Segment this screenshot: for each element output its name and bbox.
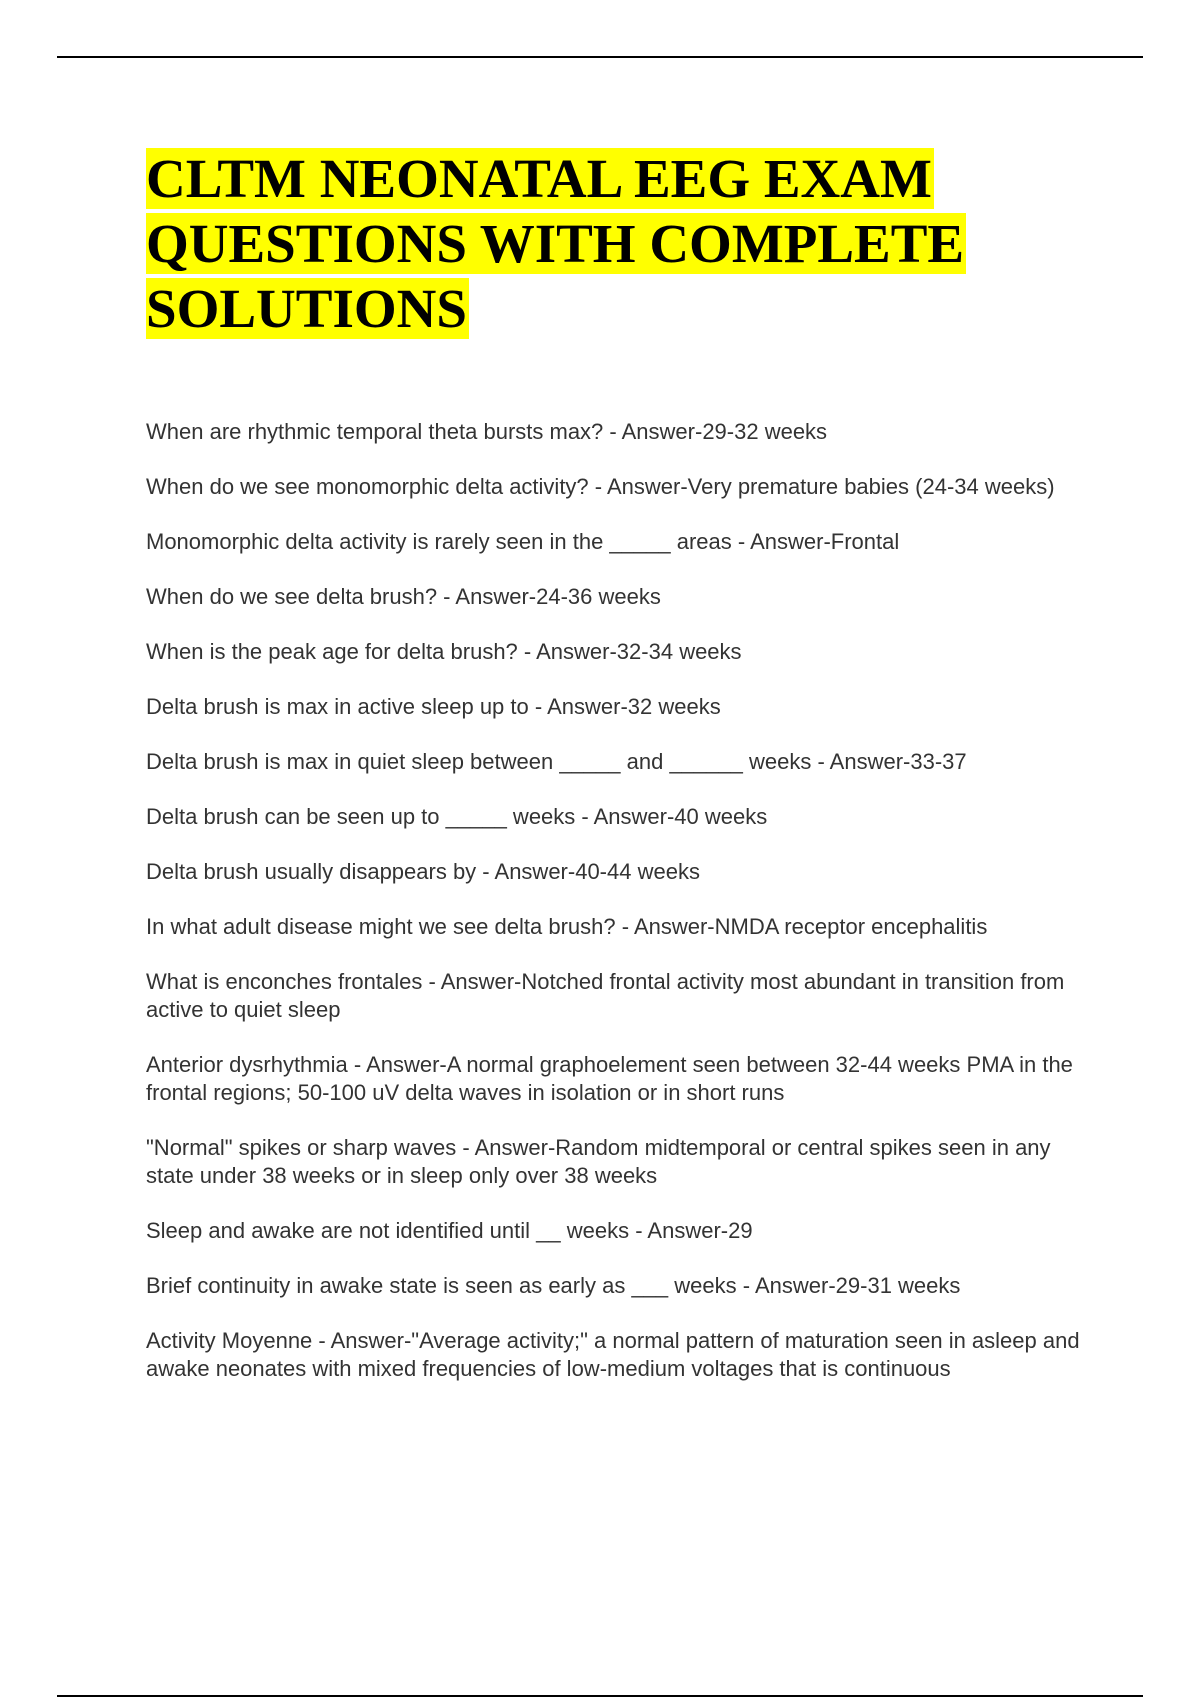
qa-item: Delta brush is max in quiet sleep between _____ and ______ weeks - Answer-33-37	[146, 749, 967, 774]
qa-item: When are rhythmic temporal theta bursts max? - Answer-29-32 weeks	[146, 419, 828, 444]
qa-item: Delta brush can be seen up to _____ weeks - Answer-40 weeks	[146, 804, 768, 829]
highlighted-title-text: CLTM NEONATAL EEG EXAM QUESTIONS WITH COMPLETE SOLUTIONS	[146, 148, 965, 339]
qa-item: In what adult disease might we see delta brush? - Answer-NMDA receptor encephalitis	[146, 914, 988, 939]
qa-item: Delta brush is max in active sleep up to - Answer-32 weeks	[146, 694, 721, 719]
qa-item: "Normal" spikes or sharp waves - Answer-Random midtemporal or central spikes seen in any state under 38 weeks or in sleep only over 38 weeks	[146, 1135, 1051, 1188]
bottom-rule	[57, 1695, 1143, 1697]
qa-list	[146, 418, 1086, 1410]
qa-item: When do we see monomorphic delta activity? - Answer-Very premature babies (24-34 weeks)	[146, 474, 1055, 499]
qa-item: Monomorphic delta activity is rarely seen in the _____ areas - Answer-Frontal	[146, 529, 900, 554]
qa-item: Sleep and awake are not identified until __ weeks - Answer-29	[146, 1218, 753, 1243]
qa-item: What is enconches frontales - Answer-Notched frontal activity most abundant in transition from active to quiet sleep	[146, 969, 1065, 1022]
page-title	[146, 146, 1086, 341]
title-block	[146, 146, 1086, 341]
top-rule	[57, 56, 1143, 58]
qa-item: Delta brush usually disappears by - Answer-40-44 weeks	[146, 859, 700, 884]
qa-item: When do we see delta brush? - Answer-24-36 weeks	[146, 584, 661, 609]
qa-item: Anterior dysrhythmia - Answer-A normal graphoelement seen between 32-44 weeks PMA in the frontal regions; 50-100 uV delta waves in isolation or in short runs	[146, 1052, 1073, 1105]
qa-item: When is the peak age for delta brush? - Answer-32-34 weeks	[146, 639, 742, 664]
qa-item: Activity Moyenne - Answer-"Average activity;" a normal pattern of maturation seen in asleep and awake neonates with mixed frequencies of low-medium voltages that is continuous	[146, 1328, 1080, 1381]
qa-item: Brief continuity in awake state is seen as early as ___ weeks - Answer-29-31 weeks	[146, 1273, 961, 1298]
